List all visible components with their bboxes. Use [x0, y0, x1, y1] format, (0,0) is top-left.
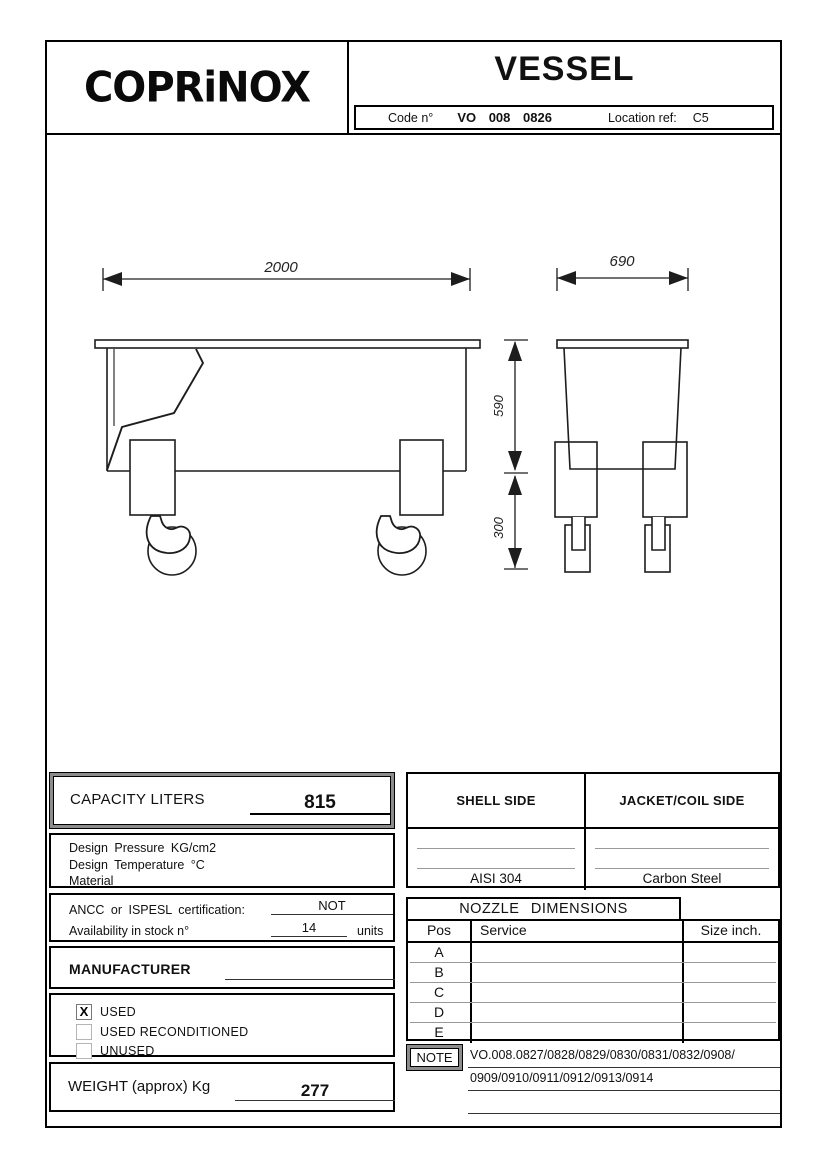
lower-height-dim-label: 300 — [491, 517, 506, 539]
pos-cell: B — [434, 964, 444, 980]
service-cell — [470, 983, 682, 1003]
side-width-dim-label: 690 — [609, 253, 635, 270]
side-right-leg — [643, 442, 687, 517]
vessel-drawing-svg — [47, 135, 780, 772]
size-cell — [682, 943, 778, 963]
pos-cell: D — [433, 1004, 445, 1020]
note-line-2: 0909/0910/0911/0912/0913/0914 — [468, 1071, 780, 1091]
code-bar — [354, 105, 774, 130]
capacity-box — [49, 772, 395, 829]
manufacturer-label: MANUFACTURER — [69, 961, 191, 977]
service-cell — [470, 1023, 682, 1043]
certification-box — [49, 893, 395, 942]
side-rim — [557, 340, 688, 348]
availability-value: 14 — [271, 920, 347, 937]
location-ref-value: C5 — [692, 110, 709, 125]
nozzle-row-b — [408, 963, 778, 983]
front-rim — [95, 340, 480, 348]
used-checkbox[interactable]: X — [76, 1004, 92, 1020]
page-title: VESSEL — [494, 50, 635, 88]
front-right-caster-fork — [377, 516, 420, 553]
design-temperature-label: Design Temperature °C — [69, 857, 205, 872]
design-box — [49, 833, 395, 888]
side-body — [564, 348, 681, 469]
dimension-side-width — [557, 268, 688, 291]
certification-value: NOT — [271, 898, 393, 915]
manufacturer-fill-line — [225, 979, 395, 980]
size-cell — [682, 1003, 778, 1023]
weight-label: WEIGHT (approx) Kg — [68, 1078, 211, 1095]
note-line-1: VO.008.0827/0828/0829/0830/0831/0832/0908/ — [468, 1048, 780, 1068]
code-value: VO 008 0826 — [457, 110, 552, 125]
used-reconditioned-label: USED RECONDITIONED — [100, 1024, 249, 1039]
jacket-coil-side-header: JACKET/COIL SIDE — [619, 793, 745, 808]
location-ref-label: Location ref: — [607, 110, 677, 125]
shell-pressure-cell — [408, 829, 584, 849]
nozzle-table-header — [408, 921, 778, 943]
size-column-header: Size inch. — [682, 921, 778, 941]
code-label: Code n° — [388, 110, 434, 125]
condition-option-used — [76, 1003, 136, 1020]
size-cell — [682, 963, 778, 983]
availability-units: units — [357, 924, 384, 938]
side-view — [555, 340, 688, 572]
capacity-value: 815 — [250, 793, 390, 815]
weight-value: 277 — [235, 1081, 395, 1101]
nozzle-dimensions-title: NOZZLE DIMENSIONS — [406, 897, 681, 921]
service-column-header: Service — [470, 921, 682, 941]
header — [47, 42, 780, 135]
pos-column-header: Pos — [426, 922, 452, 938]
pos-cell: C — [433, 984, 445, 1000]
nozzle-row-c — [408, 983, 778, 1003]
side-left-fork-slot — [572, 517, 585, 550]
nozzle-row-a — [408, 943, 778, 963]
capacity-label: CAPACITY LITERS — [70, 791, 205, 808]
side-right-fork-slot — [652, 517, 665, 550]
nozzle-table — [406, 919, 780, 1041]
front-view — [95, 340, 480, 575]
technical-drawing — [47, 135, 780, 772]
shell-side-header: SHELL SIDE — [408, 774, 586, 827]
service-cell — [470, 1003, 682, 1023]
jacket-pressure-cell — [586, 829, 778, 849]
condition-box — [49, 993, 395, 1057]
upper-height-dim-label: 590 — [491, 395, 506, 417]
used-label: USED — [100, 1004, 136, 1019]
nozzle-row-d — [408, 1003, 778, 1023]
pos-cell: A — [434, 944, 444, 960]
front-right-leg — [400, 440, 443, 515]
dimension-heights — [504, 340, 528, 569]
title-cell — [349, 42, 780, 133]
used-reconditioned-checkbox[interactable] — [76, 1024, 92, 1040]
size-cell — [682, 983, 778, 1003]
material-label: Material — [69, 874, 114, 888]
note-line-3 — [468, 1094, 780, 1114]
unused-checkbox[interactable] — [76, 1043, 92, 1059]
front-width-dim-label: 2000 — [264, 259, 298, 276]
certification-label: ANCC or ISPESL certification: — [69, 903, 245, 917]
design-pressure-label: Design Pressure KG/cm2 — [69, 841, 217, 855]
condition-option-used-reconditioned — [76, 1023, 248, 1040]
front-left-caster-fork — [147, 516, 190, 553]
jacket-temperature-cell — [586, 849, 778, 869]
materials-table — [406, 772, 780, 888]
sheet-border — [45, 40, 782, 1128]
note-label: NOTE — [410, 1048, 459, 1067]
coprinox-logo: COPRiNOX — [83, 63, 311, 112]
availability-label: Availability in stock n° — [69, 924, 190, 938]
materials-table-header — [408, 774, 778, 829]
weight-box — [49, 1062, 395, 1112]
unused-label: UNUSED — [100, 1043, 155, 1058]
note-box — [406, 1044, 463, 1071]
materials-table-body — [408, 829, 778, 890]
shell-temperature-cell — [408, 849, 584, 869]
jacket-material-cell: Carbon Steel — [642, 871, 722, 886]
front-left-leg — [130, 440, 175, 515]
size-cell — [682, 1023, 778, 1043]
service-cell — [470, 943, 682, 963]
side-left-leg — [555, 442, 597, 517]
service-cell — [470, 963, 682, 983]
nozzle-row-e — [408, 1023, 778, 1043]
manufacturer-box — [49, 946, 395, 989]
pos-cell: E — [434, 1024, 444, 1040]
shell-material-cell: AISI 304 — [470, 871, 522, 886]
logo-cell — [47, 42, 349, 133]
condition-option-unused — [76, 1042, 155, 1059]
